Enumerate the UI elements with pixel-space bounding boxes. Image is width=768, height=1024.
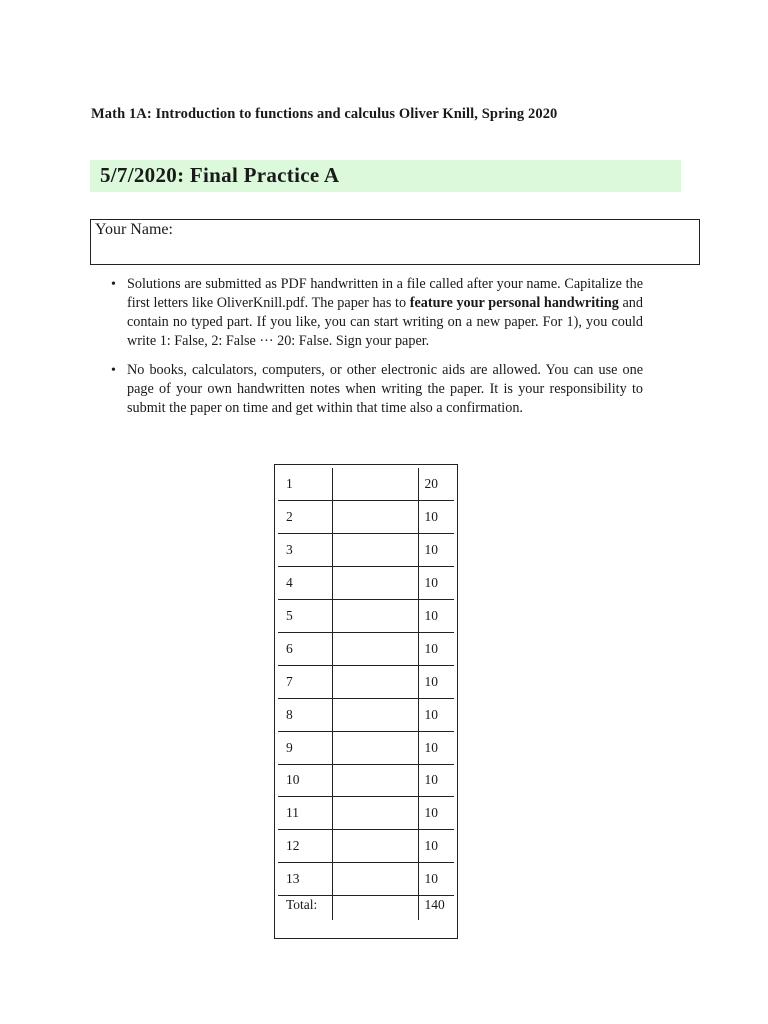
score-entry-cell[interactable] (332, 665, 418, 698)
table-row (278, 468, 454, 501)
instruction-text: and contain no typed part. If you like, you can start writing on a new paper. For 1), you could write 1: False, 2: False ··· 20: False. Sign your paper. (127, 295, 643, 349)
problem-number-cell: 12 (278, 830, 332, 863)
page-title: 5/7/2020: Final Practice A (100, 163, 340, 187)
instructions-list (108, 275, 643, 428)
problem-number-cell: 1 (278, 468, 332, 501)
problem-number-cell: 10 (278, 764, 332, 797)
instruction-text: No books, calculators, computers, or other electronic aids are allowed. You can use one page of your own handwritten notes when writing the paper. It is your responsibility to submit the paper on time and get within that time also a confirmation. (127, 362, 643, 416)
name-field[interactable] (90, 219, 700, 265)
table-row (278, 863, 454, 896)
table-row (278, 797, 454, 830)
max-points-cell: 10 (418, 797, 454, 830)
score-entry-cell[interactable] (332, 534, 418, 567)
max-points-cell: 10 (418, 665, 454, 698)
problem-number-cell: 4 (278, 567, 332, 600)
problem-number-cell: 2 (278, 501, 332, 534)
score-entry-cell[interactable] (332, 797, 418, 830)
problem-number-cell: 7 (278, 665, 332, 698)
max-points-cell: 10 (418, 600, 454, 633)
problem-number-cell: 5 (278, 600, 332, 633)
table-row (278, 830, 454, 863)
table-row (278, 731, 454, 764)
problem-number-cell: 8 (278, 698, 332, 731)
score-entry-cell[interactable] (332, 632, 418, 665)
instruction-item (108, 361, 643, 418)
score-entry-cell[interactable] (332, 731, 418, 764)
score-entry-cell[interactable] (332, 468, 418, 501)
total-points-cell: 140 (418, 896, 454, 920)
bullet-icon: • (111, 277, 116, 292)
table-total-row (278, 896, 454, 920)
max-points-cell: 10 (418, 764, 454, 797)
instruction-emphasis: feature your personal handwriting (409, 295, 619, 311)
score-table-frame (274, 464, 458, 939)
score-entry-cell[interactable] (332, 567, 418, 600)
max-points-cell: 10 (418, 830, 454, 863)
table-row (278, 501, 454, 534)
score-entry-cell[interactable] (332, 600, 418, 633)
bullet-icon: • (111, 363, 116, 378)
problem-number-cell: 6 (278, 632, 332, 665)
problem-number-cell: 13 (278, 863, 332, 896)
course-header: Math 1A: Introduction to functions and calculus Oliver Knill, Spring 2020 (91, 106, 558, 122)
table-row (278, 567, 454, 600)
table-row (278, 698, 454, 731)
instruction-item (108, 275, 643, 351)
max-points-cell: 10 (418, 534, 454, 567)
problem-number-cell: 9 (278, 731, 332, 764)
score-entry-cell[interactable] (332, 501, 418, 534)
score-table (278, 468, 454, 920)
table-row (278, 534, 454, 567)
max-points-cell: 20 (418, 468, 454, 501)
max-points-cell: 10 (418, 632, 454, 665)
table-row (278, 632, 454, 665)
problem-number-cell: 11 (278, 797, 332, 830)
total-label-cell: Total: (286, 897, 318, 913)
max-points-cell: 10 (418, 698, 454, 731)
title-banner (90, 160, 681, 192)
total-score-cell[interactable] (332, 896, 418, 920)
max-points-cell: 10 (418, 731, 454, 764)
max-points-cell: 10 (418, 863, 454, 896)
score-entry-cell[interactable] (332, 698, 418, 731)
problem-number-cell: 3 (278, 534, 332, 567)
max-points-cell: 10 (418, 501, 454, 534)
name-field-label: Your Name: (95, 221, 173, 238)
instruction-text: Solutions are submitted as PDF handwritten in a file called after your name. Capitalize the first letters like OliverKnill.pdf. The paper has to (127, 276, 643, 311)
table-row (278, 665, 454, 698)
score-entry-cell[interactable] (332, 764, 418, 797)
table-row (278, 764, 454, 797)
table-row (278, 600, 454, 633)
max-points-cell: 10 (418, 567, 454, 600)
score-entry-cell[interactable] (332, 830, 418, 863)
score-entry-cell[interactable] (332, 863, 418, 896)
